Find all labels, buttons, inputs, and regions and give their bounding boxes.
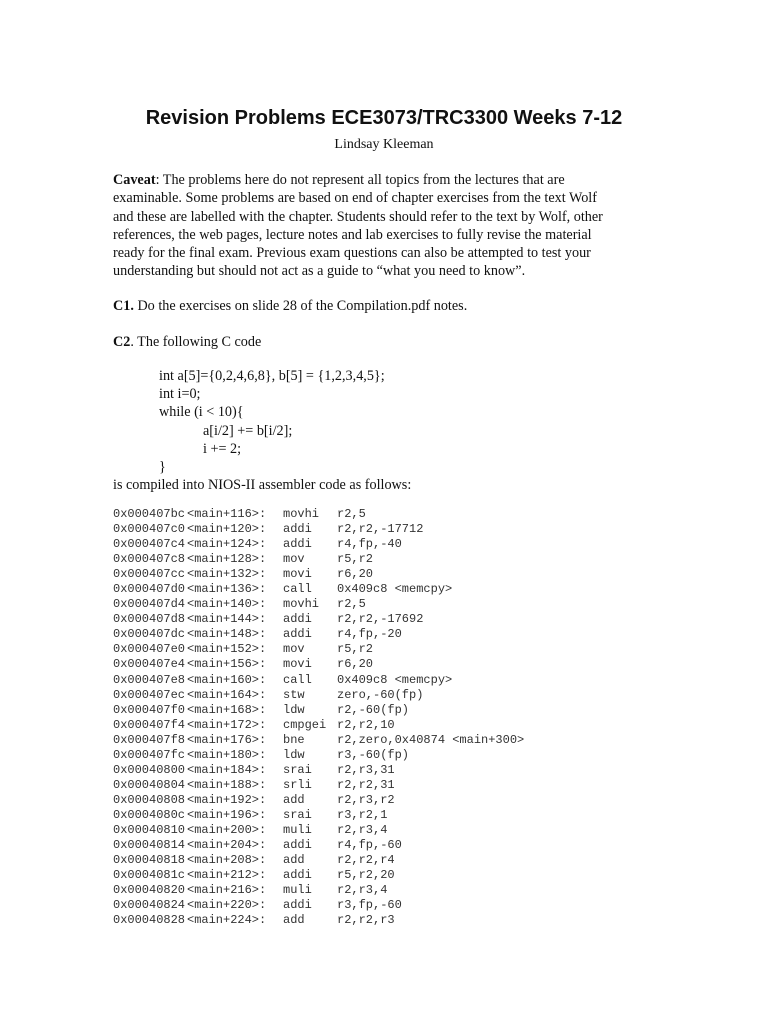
caveat-line: understanding but should not act as a guide to “what you need to know”. [113,263,526,280]
assembly-address: 0x0004080c [113,807,186,822]
assembly-address: 0x000407d0 [113,582,186,597]
assembly-opcode: mov [283,642,305,657]
assembly-row [113,627,524,642]
assembly-operands: r2,r2,r3 [337,913,395,928]
assembly-opcode: add [283,913,305,928]
assembly-operands: r6,20 [337,657,374,672]
assembly-opcode: movi [283,567,312,582]
assembly-opcode: ldw [283,702,305,717]
assembly-symbol: <main+196>: [187,807,267,822]
assembly-symbol: <main+164>: [187,687,267,702]
assembly-symbol: <main+136>: [187,582,267,597]
assembly-opcode: addi [283,898,312,913]
assembly-operands: r5,r2 [337,642,374,657]
assembly-operands: r4,fp,-40 [337,537,402,552]
question-c1 [113,297,467,315]
assembly-symbol: <main+120>: [187,522,267,537]
assembly-opcode: movi [283,657,312,672]
assembly-symbol: <main+184>: [187,762,267,777]
assembly-row [113,913,524,928]
assembly-address: 0x000407fc [113,747,186,762]
caveat-line: and these are labelled with the chapter. Students should refer to the text by Wolf, other [113,208,603,225]
assembly-operands: r2,r2,31 [337,777,395,792]
assembly-operands: r2,zero,0x40874 <main+300> [337,732,525,747]
assembly-row [113,883,524,898]
assembly-opcode: muli [283,822,312,837]
assembly-address: 0x00040824 [113,898,186,913]
assembly-address: 0x000407f8 [113,732,186,747]
assembly-opcode: addi [283,537,312,552]
assembly-operands: r3,r2,1 [337,807,388,822]
assembly-symbol: <main+140>: [187,597,267,612]
c-code-line: int i=0; [159,386,201,403]
assembly-address: 0x00040810 [113,822,186,837]
assembly-operands: r4,fp,-20 [337,627,402,642]
assembly-operands: r5,r2,20 [337,868,395,883]
assembly-row [113,688,524,703]
assembly-address: 0x00040800 [113,762,186,777]
assembly-operands: r3,fp,-60 [337,898,402,913]
c-code-line: } [159,459,166,476]
assembly-symbol: <main+160>: [187,672,267,687]
assembly-symbol: <main+200>: [187,822,267,837]
assembly-address: 0x000407c0 [113,522,186,537]
assembly-address: 0x000407c4 [113,537,186,552]
assembly-symbol: <main+176>: [187,732,267,747]
assembly-row [113,673,524,688]
question-c2-label: C2 [113,334,131,350]
assembly-symbol: <main+188>: [187,777,267,792]
assembly-row [113,597,524,612]
assembly-row [113,763,524,778]
assembly-address: 0x00040814 [113,838,186,853]
assembly-row [113,642,524,657]
assembly-symbol: <main+208>: [187,853,267,868]
assembly-opcode: addi [283,838,312,853]
compiled-intro-text: is compiled into NIOS-II assembler code as follows: [113,477,412,493]
assembly-address: 0x000407e4 [113,657,186,672]
assembly-address: 0x000407e8 [113,672,186,687]
assembly-operands: 0x409c8 <memcpy> [337,672,453,687]
assembly-opcode: addi [283,868,312,883]
assembly-row [113,567,524,582]
assembly-opcode: movhi [283,597,320,612]
assembly-address: 0x000407d8 [113,612,186,627]
assembly-opcode: cmpgei [283,717,327,732]
assembly-address: 0x000407bc [113,507,186,521]
assembly-symbol: <main+168>: [187,702,267,717]
assembly-symbol: <main+216>: [187,883,267,898]
assembly-row [113,823,524,838]
question-c2 [113,333,261,351]
c-code-line: while (i < 10){ [159,404,244,421]
assembly-row [113,718,524,733]
assembly-operands: r5,r2 [337,552,374,567]
assembly-symbol: <main+192>: [187,792,267,807]
assembly-opcode: addi [283,627,312,642]
assembly-operands: zero,-60(fp) [337,687,424,702]
assembly-listing [113,507,524,928]
caveat-paragraph [113,171,633,281]
caveat-label: Caveat [113,172,156,188]
assembly-row [113,838,524,853]
assembly-symbol: <main+224>: [187,913,267,928]
assembly-symbol: <main+148>: [187,627,267,642]
c-code-block [159,367,385,476]
assembly-operands: 0x409c8 <memcpy> [337,582,453,597]
assembly-opcode: srli [283,777,312,792]
assembly-address: 0x00040820 [113,883,186,898]
assembly-address: 0x0004081c [113,868,186,883]
assembly-row [113,537,524,552]
assembly-symbol: <main+132>: [187,567,267,582]
assembly-opcode: mov [283,552,305,567]
assembly-row [113,748,524,763]
assembly-operands: r2,r2,r4 [337,853,395,868]
assembly-symbol: <main+204>: [187,838,267,853]
question-c1-text: Do the exercises on slide 28 of the Compilation.pdf notes. [133,298,468,314]
assembly-row [113,612,524,627]
caveat-line [113,171,633,189]
assembly-address: 0x000407ec [113,687,186,702]
assembly-operands: r2,r3,4 [337,883,388,898]
assembly-opcode: srai [283,807,312,822]
c-code-line: a[i/2] += b[i/2]; [203,422,293,439]
question-c1-label: C1. [113,298,134,314]
assembly-symbol: <main+220>: [187,898,267,913]
c-code-line: i += 2; [203,440,242,457]
assembly-operands: r4,fp,-60 [337,838,402,853]
assembly-row [113,853,524,868]
assembly-row [113,808,524,823]
assembly-row [113,733,524,748]
assembly-symbol: <main+124>: [187,537,267,552]
assembly-operands: r3,-60(fp) [337,747,410,762]
assembly-operands: r2,5 [337,597,366,612]
assembly-address: 0x000407c8 [113,552,186,567]
assembly-opcode: call [283,672,312,687]
assembly-opcode: add [283,792,305,807]
assembly-opcode: stw [283,687,305,702]
assembly-symbol: <main+156>: [187,657,267,672]
assembly-symbol: <main+152>: [187,642,267,657]
assembly-address: 0x000407d4 [113,597,186,612]
caveat-line-text: : The problems here do not represent all topics from the lectures that are [155,172,565,188]
assembly-opcode: call [283,582,312,597]
assembly-address: 0x00040808 [113,792,186,807]
assembly-operands: r2,-60(fp) [337,702,410,717]
assembly-operands: r2,r3,r2 [337,792,395,807]
assembly-opcode: bne [283,732,305,747]
assembly-symbol: <main+212>: [187,868,267,883]
assembly-operands: r2,r2,-17692 [337,612,424,627]
caveat-line: examinable. Some problems are based on end of chapter exercises from the text Wolf [113,190,597,207]
assembly-opcode: srai [283,762,312,777]
assembly-opcode: ldw [283,747,305,762]
assembly-address: 0x000407cc [113,567,186,582]
assembly-address: 0x000407f4 [113,717,186,732]
assembly-row [113,507,524,522]
document-title: Revision Problems ECE3073/TRC3300 Weeks 7-12 [145,107,623,129]
author-name: Lindsay Kleeman [334,137,434,152]
assembly-address: 0x000407e0 [113,642,186,657]
assembly-row [113,657,524,672]
assembly-operands: r2,r3,4 [337,822,388,837]
assembly-symbol: <main+128>: [187,552,267,567]
assembly-row [113,522,524,537]
assembly-operands: r2,r2,-17712 [337,522,424,537]
assembly-row [113,898,524,913]
assembly-address: 0x000407f0 [113,702,186,717]
caveat-line: references, the web pages, lecture notes and lab exercises to fully revise the material [113,226,592,243]
assembly-operands: r6,20 [337,567,374,582]
assembly-address: 0x00040804 [113,777,186,792]
assembly-opcode: addi [283,612,312,627]
assembly-symbol: <main+172>: [187,717,267,732]
assembly-row [113,868,524,883]
assembly-row [113,552,524,567]
assembly-opcode: addi [283,522,312,537]
assembly-opcode: add [283,853,305,868]
assembly-operands: r2,5 [337,507,366,521]
assembly-opcode: movhi [283,507,320,521]
assembly-operands: r2,r3,31 [337,762,395,777]
assembly-symbol: <main+116>: [187,507,267,521]
assembly-address: 0x00040818 [113,853,186,868]
assembly-opcode: muli [283,883,312,898]
assembly-address: 0x000407dc [113,627,186,642]
assembly-row [113,703,524,718]
assembly-row [113,582,524,597]
assembly-address: 0x00040828 [113,913,186,928]
assembly-operands: r2,r2,10 [337,717,395,732]
assembly-row [113,778,524,793]
assembly-row [113,793,524,808]
question-c2-text: . The following C code [130,334,262,350]
c-code-line: int a[5]={0,2,4,6,8}, b[5] = {1,2,3,4,5}; [159,368,385,384]
caveat-line: ready for the final exam. Previous exam questions can also be attempted to test your [113,245,591,262]
assembly-symbol: <main+144>: [187,612,267,627]
assembly-symbol: <main+180>: [187,747,267,762]
